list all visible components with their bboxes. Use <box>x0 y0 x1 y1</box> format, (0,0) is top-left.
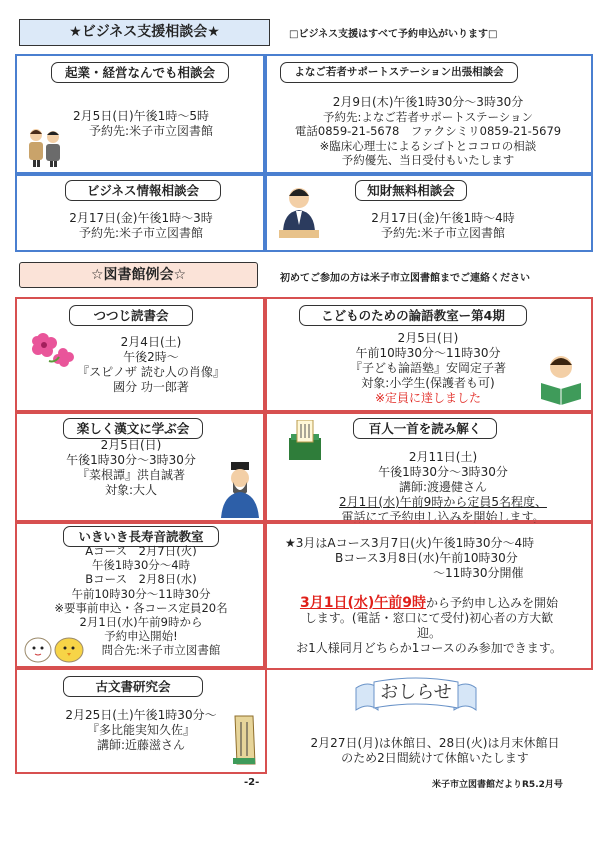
book-title: 『多比能実知久佐』 <box>86 723 195 737</box>
card-header: よなご若者サポートステーション出張相談会 <box>280 62 518 83</box>
reservation-date-highlight: 3月1日(水)午前9時 <box>299 595 426 611</box>
course-b-date: Bコース 2月8日(水) <box>85 572 197 587</box>
book-title: 『子ども論語塾』安岡定子著 <box>349 361 506 375</box>
biz-card-business-info <box>15 172 267 252</box>
confucius-icon <box>219 462 261 518</box>
event-place: 予約先:米子市立図書館 <box>78 226 204 240</box>
card-header: ビジネス情報相談会 <box>65 180 221 201</box>
event-place: 予約先:米子市立図書館 <box>88 124 214 138</box>
event-date: 2月5日(日) <box>100 438 162 452</box>
lib-card-rongo <box>263 297 593 414</box>
biz-card-ip <box>263 172 593 252</box>
participation-limit: お1人様同月どちらか1コースのみ参加できます。 <box>296 641 562 655</box>
event-date: 2月11日(土) <box>408 450 478 464</box>
card-header: 古文書研究会 <box>63 676 203 697</box>
march-course-b-end: 〜11時30分開催 <box>433 566 524 580</box>
event-lecturer: 講師:渡邊健さん <box>398 480 488 494</box>
lib-card-tsutsuji <box>15 297 267 414</box>
notice-line1: 2月27日(月)は休館日、28日(火)は月末休館日 <box>310 736 560 750</box>
course-a-time: 午後1時30分〜4時 <box>91 558 191 573</box>
event-place: 予約先:よなご若者サポートステーション <box>322 109 534 124</box>
card-header: 楽しく漢文に学ぶ会 <box>63 418 203 439</box>
card-header: つつじ読書会 <box>69 305 193 326</box>
businesspeople-icon <box>23 126 65 168</box>
event-date: 2月5日(日) <box>397 331 459 345</box>
event-time: 午後1時30分〜3時30分 <box>378 465 508 479</box>
contact-phone: 電話0859-21-5678 ファクシミリ0859-21-5679 <box>294 124 562 138</box>
page-number: -2- <box>244 777 260 788</box>
notice-title: おしらせ <box>380 682 452 703</box>
event-place: 問合先:米子市立図書館 <box>101 643 221 658</box>
event-target: 対象:大人 <box>104 483 158 497</box>
march-course-a: ★3月はAコース3月7日(火)午後1時30分〜4時 <box>285 536 535 550</box>
event-date: 2月9日(木)午後1時30分〜3時30分 <box>332 95 524 109</box>
card-header: いきいき長寿音読教室 <box>63 526 219 547</box>
book-author: 國分 功一郎著 <box>113 380 189 394</box>
event-time: 午前10時30分〜11時30分 <box>355 346 501 360</box>
reservation-open: 予約申込開始! <box>104 629 178 644</box>
biz-section-title: ★ビジネス支援相談会★ <box>19 19 270 46</box>
course-a-date: Aコース 2月7日(火) <box>85 544 197 558</box>
reservation-welcome: 迎。 <box>416 626 441 640</box>
event-date: 2月5日(日)午後1時〜5時 <box>73 109 209 123</box>
biz-card-youth-support <box>263 54 593 176</box>
card-header: 起業・経営なんでも相談会 <box>51 62 229 83</box>
child-reading-icon <box>537 353 585 405</box>
event-time: 午後2時〜 <box>123 350 179 364</box>
reservation-start: 2月1日(水)午前9時から定員5名程度、 <box>339 495 547 509</box>
event-detail: ※臨床心理士によるシゴトとココロの相談 <box>319 138 537 153</box>
azalea-flower-icon <box>29 329 77 369</box>
reservation-start: 2月1日(水)午前9時から <box>79 615 203 630</box>
biz-reservation-note: □ビジネス支援はすべて予約申込がいります□ <box>289 29 498 40</box>
event-date: 2月4日(土) <box>120 335 182 349</box>
event-date: 2月17日(金)午後1時〜3時 <box>69 211 213 225</box>
lib-section-title: ☆図書館例会☆ <box>19 262 258 288</box>
march-course-b: Bコース3月8日(水)午前10時30分 <box>335 551 518 565</box>
consultant-icon <box>277 184 321 240</box>
event-lecturer: 講師:近藤滋さん <box>96 738 186 752</box>
mascot-characters-icon <box>21 630 91 664</box>
event-date: 2月25日(土)午後1時30分〜 <box>65 708 217 722</box>
card-header: 百人一首を読み解く <box>353 418 497 439</box>
lib-card-komonjo <box>15 666 267 774</box>
lib-contact-note: 初めてご参加の方は米子市立図書館までご連絡ください <box>280 273 530 284</box>
lib-card-kanbun <box>15 410 267 524</box>
reservation-method: します。(電話・窓口にて受付)初心者の方大歓 <box>304 611 554 625</box>
notice-line2: のため2日間続けて休館いたします <box>341 751 529 765</box>
old-document-icon <box>231 714 259 766</box>
card-header: こどものための論語教室ー第4期 <box>299 305 527 326</box>
capacity-note: ※要事前申込・各コース定員20名 <box>54 600 228 615</box>
book-title: 『菜根譚』洪自誠著 <box>76 468 185 482</box>
event-place: 予約先:米子市立図書館 <box>380 226 506 240</box>
lib-card-ondoku <box>15 520 267 670</box>
event-time: 午後1時30分〜3時30分 <box>66 453 196 467</box>
karuta-cards-icon <box>285 420 325 464</box>
course-b-time: 午前10時30分〜11時30分 <box>71 586 211 601</box>
reservation-start: から予約申し込みを開始 <box>426 596 559 610</box>
full-notice: ※定員に達しました <box>374 391 482 405</box>
event-date: 2月17日(金)午後1時〜4時 <box>371 211 515 225</box>
lib-card-hyakunin <box>263 410 593 524</box>
card-header: 知財無料相談会 <box>355 180 467 201</box>
event-note: 予約優先、当日受付もいたします <box>341 153 515 167</box>
event-target: 対象:小学生(保護者も可) <box>361 376 495 390</box>
book-title: 『スピノザ 読む人の肖像』 <box>77 365 225 379</box>
lib-card-ondoku-march <box>263 520 593 670</box>
newsletter-source: 米子市立図書館だよりR5.2月号 <box>432 780 563 790</box>
biz-card-startup <box>15 54 267 176</box>
reservation-method: 電話にて予約申し込みを開始します。 <box>341 510 545 524</box>
